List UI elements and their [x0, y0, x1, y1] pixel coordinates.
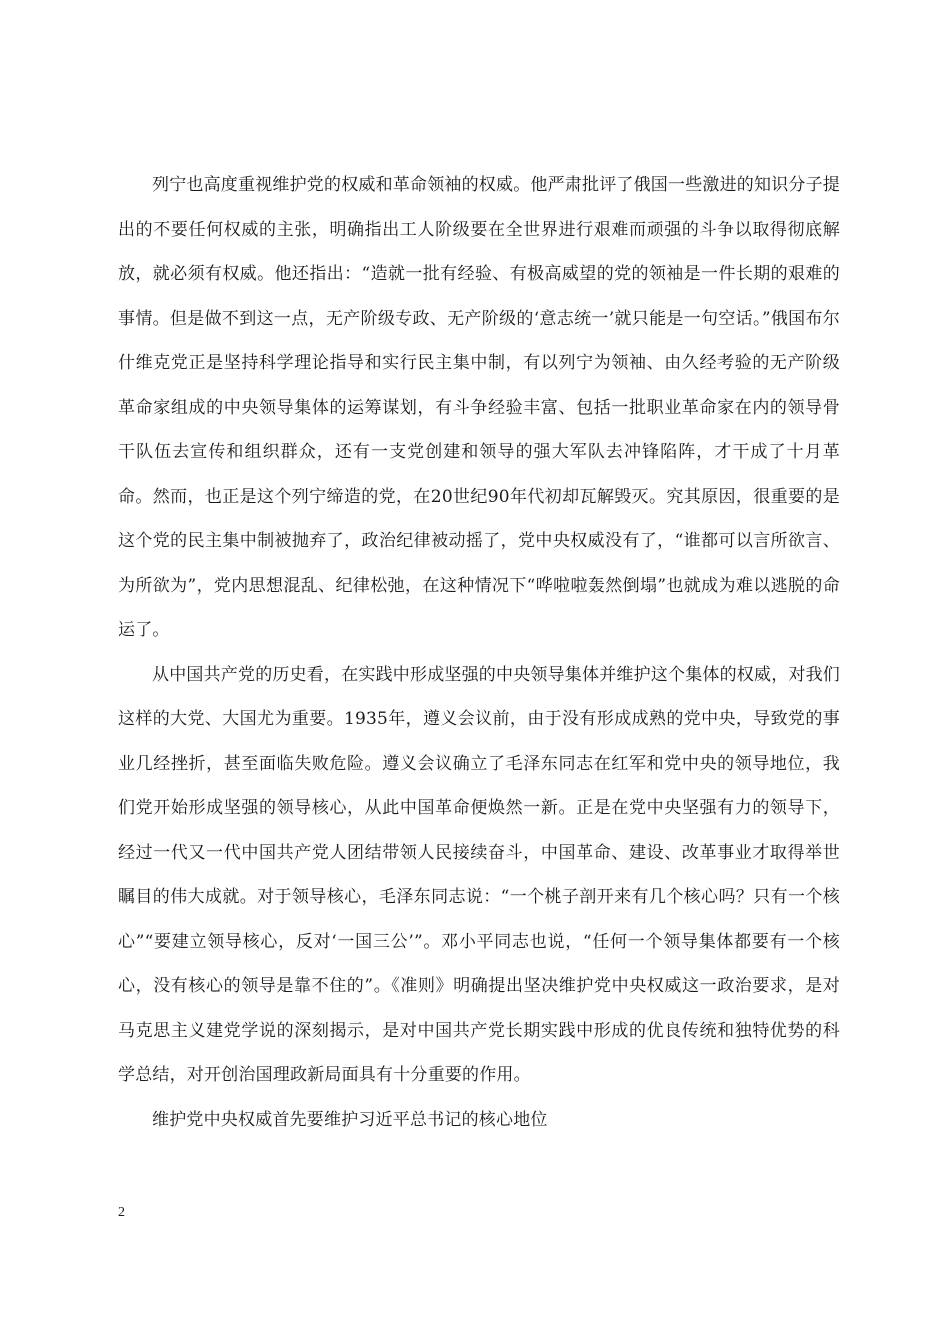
body-text: [118, 163, 840, 1142]
paragraph-cpc-history: 从中国共产党的历史看，在实践中形成坚强的中央领导集体并维护这个集体的权威，对我们这样的大党、大国尤为重要。1935年，遵义会议前，由于没有形成成熟的党中央，导致党的事业几经挫折，甚至面临失败危险。遵义会议确立了毛泽东同志在红军和党中央的领导地位，我们党开始形成坚强的领导核心，从此中国革命便焕然一新。正是在党中央坚强有力的领导下，经过一代又一代中国共产党人团结带领人民接续奋斗，中国革命、建设、改革事业才取得举世瞩目的伟大成就。对于领导核心，毛泽东同志说：“一个桃子剖开来有几个核心吗？只有一个核心”“要建立领导核心，反对‘一国三公’”。邓小平同志也说，“任何一个领导集体都要有一个核心，没有核心的领导是靠不住的”。《准则》明确提出坚决维护党中央权威这一政治要求，是对马克思主义建党学说的深刻揭示，是对中国共产党长期实践中形成的优良传统和独特优势的科学总结，对开创治国理政新局面具有十分重要的作用。: [118, 664, 840, 1085]
paragraph-lenin-authority: 列宁也高度重视维护党的权威和革命领袖的权威。他严肃批评了俄国一些激进的知识分子提出的不要任何权威的主张，明确指出工人阶级要在全世界进行艰难而顽强的斗争以取得彻底解放，就必须有权威。他还指出：“造就一批有经验、有极高威望的党的领袖是一件长期的艰难的事情。但是做不到这一点，无产阶级专政、无产阶级的‘意志统一’就只能是一句空话。”俄国布尔什维克党正是坚持科学理论指导和实行民主集中制，有以列宁为领袖、由久经考验的无产阶级革命家组成的中央领导集体的运筹谋划，有斗争经验丰富、包括一批职业革命家在内的领导骨干队伍去宣传和组织群众，还有一支党创建和领导的强大军队去冲锋陷阵，才干成了十月革命。然而，也正是这个列宁缔造的党，在20世纪90年代初却瓦解毁灭。究其原因，很重要的是这个党的民主集中制被抛弃了，政治纪律被动摇了，党中央权威没有了，“谁都可以言所欲言、为所欲为”，党内思想混乱、纪律松弛，在这种情况下“哗啦啦轰然倒塌”也就成为难以逃脱的命运了。: [118, 175, 840, 640]
section-heading: 维护党中央权威首先要维护习近平总书记的核心地位: [152, 1109, 548, 1130]
page-number: 2: [118, 1205, 125, 1220]
